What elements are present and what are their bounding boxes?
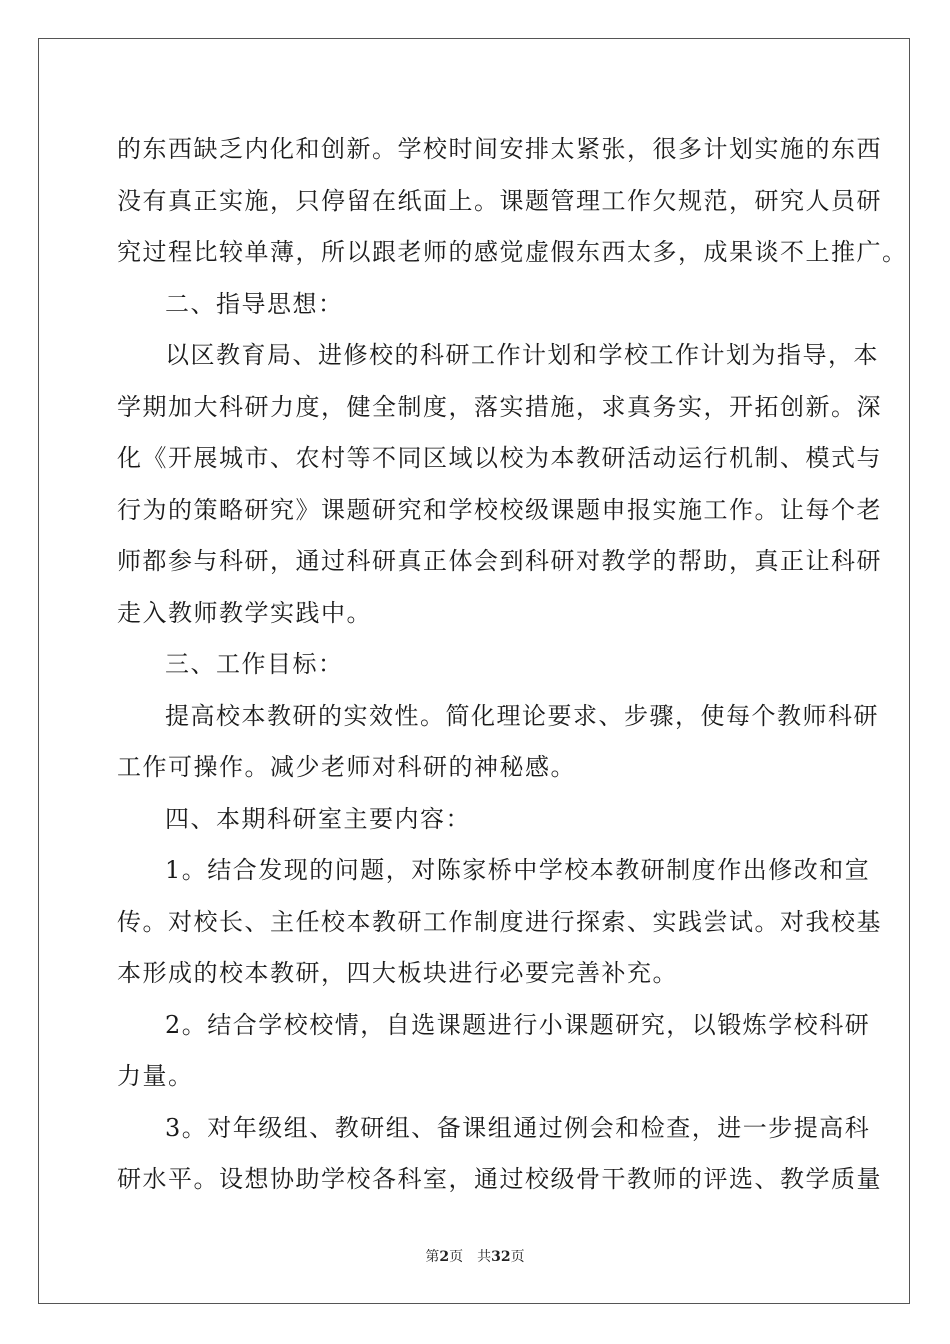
text-line-2: 没有真正实施，只停留在纸面上。课题管理工作欠规范，研究人员研 [117,186,882,215]
list-item-2-line-2: 力量。 [117,1062,194,1090]
page-footer [0,1246,950,1266]
text-line-13: 工作可操作。减少老师对科研的神秘感。 [117,753,576,781]
section-heading-work-goals: 三、工作目标： [165,650,344,678]
text-line-3: 究过程比较单薄，所以跟老师的感觉虚假东西太多，成果谈不上推广。 [117,238,908,266]
text-line-7: 化《开展城市、农村等不同区域以校为本教研活动运行机制、模式与 [117,444,882,472]
page-prefix: 第 [425,1249,440,1265]
list-item-1-line-3: 本形成的校本教研，四大板块进行必要完善补充。 [117,959,678,987]
section-heading-main-content: 四、本期科研室主要内容： [165,804,471,833]
page-number: 2 [439,1249,450,1265]
text-line-9: 师都参与科研，通过科研真正体会到科研对教学的帮助，真正让科研 [117,547,882,575]
text-line-5: 以区教育局、进修校的科研工作计划和学校工作计划为指导，本 [165,341,879,369]
list-item-3-line-1: 3。对年级组、教研组、备课组通过例会和检查，进一步提高科 [165,1113,871,1142]
total-pages: 32 [491,1249,511,1265]
total-prefix: 共 [477,1249,492,1265]
list-item-1-line-1: 1。结合发现的问题，对陈家桥中学校本教研制度作出修改和宣 [165,856,871,884]
section-heading-guiding-thought: 二、指导思想： [165,289,344,318]
text-line-1: 的东西缺乏内化和创新。学校时间安排太紧张，很多计划实施的东西 [117,135,882,163]
text-line-10: 走入教师教学实践中。 [117,598,372,627]
list-item-3-line-2: 研水平。设想协助学校各科室，通过校级骨干教师的评选、教学质量 [117,1165,882,1193]
text-line-8: 行为的策略研究》课题研究和学校校级课题申报实施工作。让每个老 [117,495,882,524]
document-body [117,124,908,1206]
page-suffix: 页 [449,1249,464,1265]
text-line-12: 提高校本教研的实效性。简化理论要求、步骤，使每个教师科研 [165,701,879,730]
total-suffix: 页 [510,1249,525,1265]
list-item-2-line-1: 2。结合学校校情，自选课题进行小课题研究，以锻炼学校科研 [165,1010,871,1039]
text-line-6: 学期加大科研力度，健全制度，落实措施，求真务实，开拓创新。深 [117,392,882,421]
list-item-1-line-2: 传。对校长、主任校本教研工作制度进行探索、实践尝试。对我校基 [117,907,882,936]
